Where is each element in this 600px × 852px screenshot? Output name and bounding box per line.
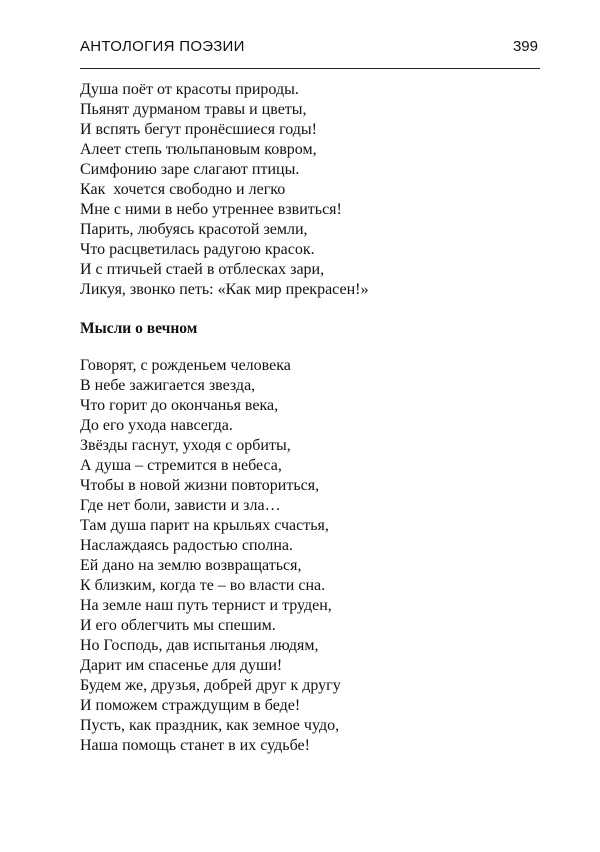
- poem-line: К близким, когда те – во власти сна.: [80, 577, 326, 594]
- poem-line: И вспять бегут пронёсшиеся годы!: [80, 121, 318, 138]
- running-title: АНТОЛОГИЯ ПОЭЗИИ: [80, 38, 245, 55]
- poem-line: Чтобы в новой жизни повториться,: [80, 477, 320, 494]
- poem-line: Что горит до окончанья века,: [80, 397, 279, 414]
- poem-line: Симфонию заре слагают птицы.: [80, 161, 300, 178]
- poem-line: До его ухода навсегда.: [80, 417, 233, 434]
- poem-line: Будем же, друзья, добрей друг к другу: [80, 677, 341, 694]
- poem-line: Мне с ними в небо утреннее взвиться!: [80, 201, 342, 218]
- poem-line: Говорят, с рожденьем человека: [80, 357, 291, 374]
- poem-line: Дарит им спасенье для души!: [80, 657, 283, 674]
- page-number: 399: [512, 38, 538, 55]
- poem-line: Алеет степь тюльпановым ковром,: [80, 141, 317, 158]
- poem-line: Но Господь, дав испытанья людям,: [80, 637, 319, 654]
- poem-line: И с птичьей стаей в отблесках зари,: [80, 261, 325, 278]
- poem-line: Как хочется свободно и легко: [80, 181, 286, 198]
- poem-line: Парить, любуясь красотой земли,: [80, 221, 308, 238]
- poem-line: Там душа парит на крыльях счастья,: [80, 517, 329, 534]
- page-header: [80, 36, 540, 69]
- poem-line: Ликуя, звонко петь: «Как мир прекрасен!»: [80, 281, 369, 298]
- poem-line: На земле наш путь тернист и труден,: [80, 597, 332, 614]
- poem-2: [80, 356, 540, 756]
- poem-line: Где нет боли, зависти и зла…: [80, 497, 281, 514]
- poem-line: В небе зажигается звезда,: [80, 377, 256, 394]
- poem-line: А душа – стремится в небеса,: [80, 457, 282, 474]
- poem-line: Пьянят дурманом травы и цветы,: [80, 101, 307, 118]
- poem-line: Наслаждаясь радостью сполна.: [80, 537, 293, 554]
- poem-line: Ей дано на землю возвращаться,: [80, 557, 302, 574]
- poem-line: И поможем страждущим в беде!: [80, 697, 301, 714]
- poem-line: Наша помощь станет в их судьбе!: [80, 737, 310, 754]
- poem-line: Что расцветилась радугою красок.: [80, 241, 315, 258]
- poem-line: Звёзды гаснут, уходя с орбиты,: [80, 437, 291, 454]
- poem-line: Пусть, как праздник, как земное чудо,: [80, 717, 340, 734]
- poem-1: [80, 80, 540, 300]
- poem-line: Душа поёт от красоты природы.: [80, 81, 299, 98]
- poem-line: И его облегчить мы спешим.: [80, 617, 276, 634]
- page-content: [80, 80, 540, 756]
- poem-title: Мысли о вечном: [80, 320, 198, 337]
